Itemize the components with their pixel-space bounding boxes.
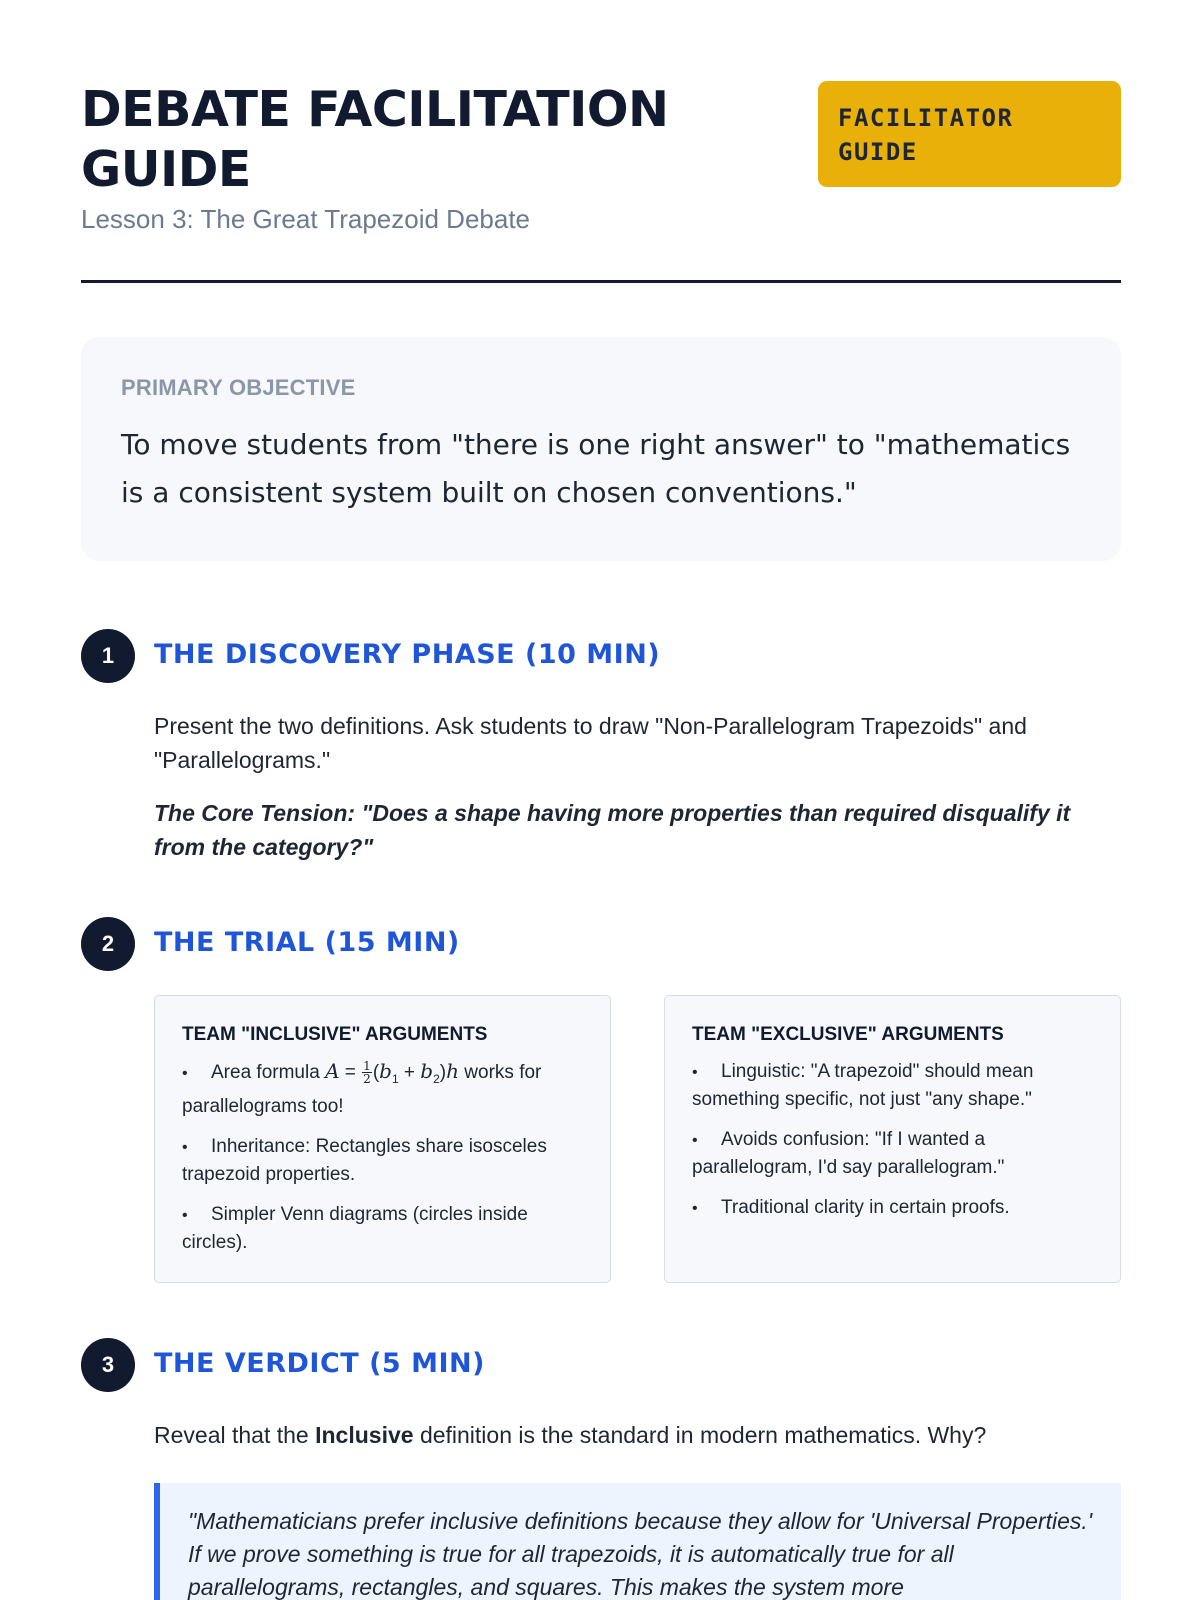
objective-label: PRIMARY OBJECTIVE: [121, 375, 356, 400]
list-item: [182, 1133, 583, 1188]
area-formula-note: works for parallelograms too!: [182, 1062, 542, 1117]
one-half-fraction: $\frac{1}{2}$: [363, 1059, 371, 1087]
section-trial-header: [81, 917, 1121, 971]
section-discovery-header: [81, 629, 1121, 683]
verdict-text-start: Reveal that the: [154, 1422, 309, 1448]
area-formula: A = $\frac{1}{2}$ $(b_1 + b_2)h$: [325, 1059, 460, 1087]
bullet: •: [182, 1138, 188, 1156]
exclusive-card-title: TEAM "EXCLUSIVE" ARGUMENTS: [692, 1024, 1004, 1045]
header-divider: [81, 280, 1121, 283]
list-item-text: Avoids confusion: "If I wanted a parallelogram, I'd say parallelogram.": [692, 1129, 1005, 1178]
section-title: THE VERDICT (5 MIN): [154, 1348, 485, 1379]
list-item: [692, 1058, 1093, 1113]
list-item: [182, 1201, 583, 1256]
section-number-badge: 2: [81, 917, 135, 971]
guide-header: [81, 80, 1121, 240]
section-title: THE DISCOVERY PHASE (10 MIN): [154, 639, 661, 670]
list-item-text: Simpler Venn diagrams (circles inside circles).: [182, 1203, 528, 1253]
section-title: THE TRIAL (15 MIN): [154, 927, 460, 958]
verdict-quote: [154, 1483, 1121, 1600]
list-item: [182, 1058, 583, 1120]
objective-text: To move students from "there is one right answer" to "mathematics is a consistent system built on chosen conventions.": [121, 428, 1071, 509]
list-item: [692, 1194, 1093, 1222]
list-item-text: Inheritance: Rectangles share isosceles trapezoid properties.: [182, 1135, 547, 1185]
bullet: •: [692, 1200, 698, 1217]
list-item-text: Linguistic: "A trapezoid" should mean something specific, not just "any shape.": [692, 1061, 1034, 1110]
exclusive-arguments-card: [664, 995, 1121, 1283]
section-verdict-header: [81, 1338, 1121, 1392]
area-formula-label: Area formula: [211, 1062, 320, 1083]
bullet: •: [182, 1206, 188, 1224]
verdict-text: [154, 1418, 1121, 1452]
inclusive-arguments-card: [154, 995, 611, 1283]
verdict-emphasis: Inclusive: [315, 1422, 414, 1448]
exclusive-argument-list: [692, 1058, 1093, 1222]
inclusive-argument-list: [182, 1058, 583, 1256]
page-title: DEBATE FACILITATION GUIDE: [81, 81, 669, 198]
section-number-badge: 3: [81, 1338, 135, 1392]
discovery-instructions: Present the two definitions. Ask students to draw "Non-Parallelogram Trapezoids" and "Parallelograms.": [154, 713, 1027, 773]
list-item-text: Traditional clarity in certain proofs.: [721, 1197, 1010, 1218]
list-item: [692, 1126, 1093, 1181]
bullet: •: [692, 1064, 698, 1081]
verdict-text-end: definition is the standard in modern mathematics. Why?: [419, 1422, 987, 1448]
core-tension: The Core Tension: "Does a shape having more properties than required disqualify it from the category?": [154, 800, 1071, 860]
inclusive-card-title: TEAM "INCLUSIVE" ARGUMENTS: [182, 1024, 488, 1045]
quote-text: "Mathematicians prefer inclusive definitions because they allow for 'Universal Properties.' If we prove something is true for all trapezoids, it is automatically true for all parallelograms, rectangles, and squares. This makes the system more: [188, 1508, 1093, 1600]
badge-line-2: GUIDE: [838, 138, 918, 166]
facilitator-guide-badge: [818, 81, 1121, 187]
primary-objective-card: [81, 337, 1121, 561]
bullet: •: [692, 1132, 698, 1149]
lesson-subtitle: Lesson 3: The Great Trapezoid Debate: [81, 204, 531, 234]
bullet: •: [182, 1065, 188, 1082]
badge-line-1: FACILITATOR: [838, 104, 1014, 132]
section-number-badge: 1: [81, 629, 135, 683]
